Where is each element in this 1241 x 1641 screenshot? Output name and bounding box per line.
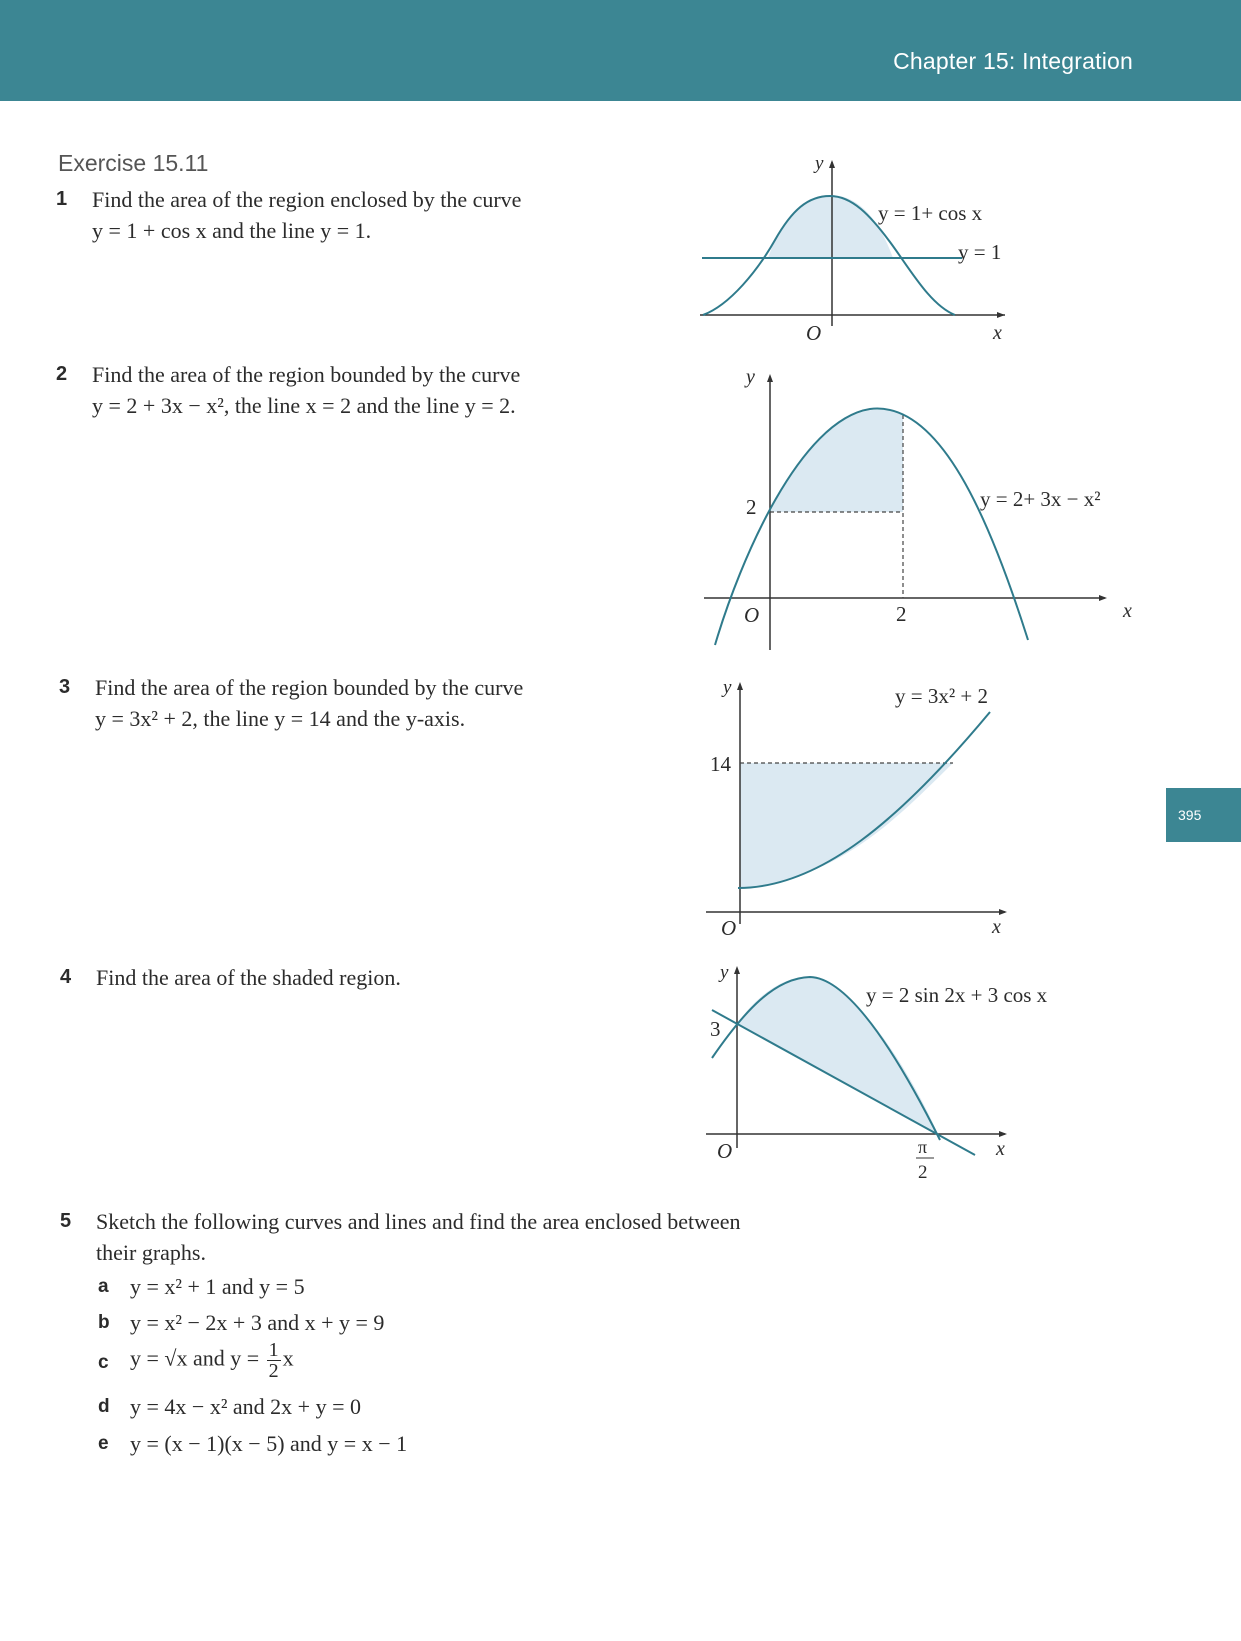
page-number: 395 [1178, 807, 1202, 823]
part-letter: b [98, 1312, 110, 1333]
y-axis-label: y [746, 366, 755, 388]
curve-label: y = 3x² + 2 [895, 684, 988, 708]
part-letter: c [98, 1352, 109, 1373]
origin-label: O [744, 603, 760, 627]
y-axis-label: y [720, 962, 729, 983]
part-text: x [282, 1345, 294, 1371]
origin-label: O [806, 321, 822, 345]
chapter-title: Chapter 15: Integration [893, 48, 1133, 74]
question-text-line: Find the area of the region enclosed by the curve [92, 187, 522, 212]
x-tick-denominator: 2 [918, 1162, 928, 1183]
question-number: 2 [56, 363, 68, 385]
question-text-line: Find the area of the region bounded by the curve [92, 362, 521, 387]
y-axis-label: y [723, 677, 732, 698]
x-axis-arrow [999, 1131, 1007, 1137]
question-text-line: y = 2 + 3x − x², the line x = 2 and the line y = 2. [92, 393, 516, 418]
line-label: y = 1 [958, 240, 1002, 264]
question-text-line: y = 3x² + 2, the line y = 14 and the y-axis. [95, 706, 466, 731]
fraction-numerator: 1 [268, 1339, 279, 1361]
part-text: y = 4x − x² and 2x + y = 0 [130, 1394, 361, 1419]
curve-label: y = 2 sin 2x + 3 cos x [866, 983, 1048, 1007]
question-text-line: their graphs. [96, 1240, 206, 1265]
curve-label: y = 1+ cos x [878, 201, 983, 225]
question-number: 3 [59, 676, 71, 698]
origin-label: O [717, 1139, 733, 1163]
y-tick-label: 3 [710, 1017, 721, 1041]
question-text-line: Find the area of the region bounded by the curve [95, 675, 524, 700]
x-axis-label: x [993, 322, 1002, 344]
fraction-denominator: 2 [268, 1360, 279, 1382]
origin-label: O [721, 916, 737, 940]
part-text: y = x² + 1 and y = 5 [130, 1274, 305, 1299]
part-letter: a [98, 1276, 109, 1297]
question-text-line: Find the area of the shaded region. [96, 965, 401, 990]
y-axis-label: y [815, 153, 824, 174]
x-axis-label: x [996, 1138, 1005, 1160]
curve-label: y = 2+ 3x − x² [980, 487, 1101, 511]
question-number: 5 [60, 1210, 72, 1232]
y-tick-label: 14 [710, 752, 731, 776]
part-letter: e [98, 1433, 109, 1454]
question-number: 1 [56, 188, 68, 210]
part-text: y = √x and y = [130, 1345, 265, 1371]
exercise-title: Exercise 15.11 [58, 150, 209, 176]
question-text-line: Sketch the following curves and lines and find the area enclosed between [96, 1209, 741, 1234]
x-tick-numerator: π [918, 1137, 928, 1157]
x-tick-label: 2 [896, 602, 907, 626]
part-text: y = (x − 1)(x − 5) and y = x − 1 [130, 1431, 408, 1456]
y-axis-arrow [734, 966, 740, 974]
x-axis-label: x [992, 916, 1001, 938]
part-text: y = x² − 2x + 3 and x + y = 9 [130, 1310, 385, 1335]
y-tick-label: 2 [746, 495, 757, 519]
question-number: 4 [60, 966, 72, 988]
part-letter: d [98, 1396, 110, 1417]
x-axis-label: x [1123, 600, 1132, 622]
question-text-line: y = 1 + cos x and the line y = 1. [92, 218, 372, 243]
